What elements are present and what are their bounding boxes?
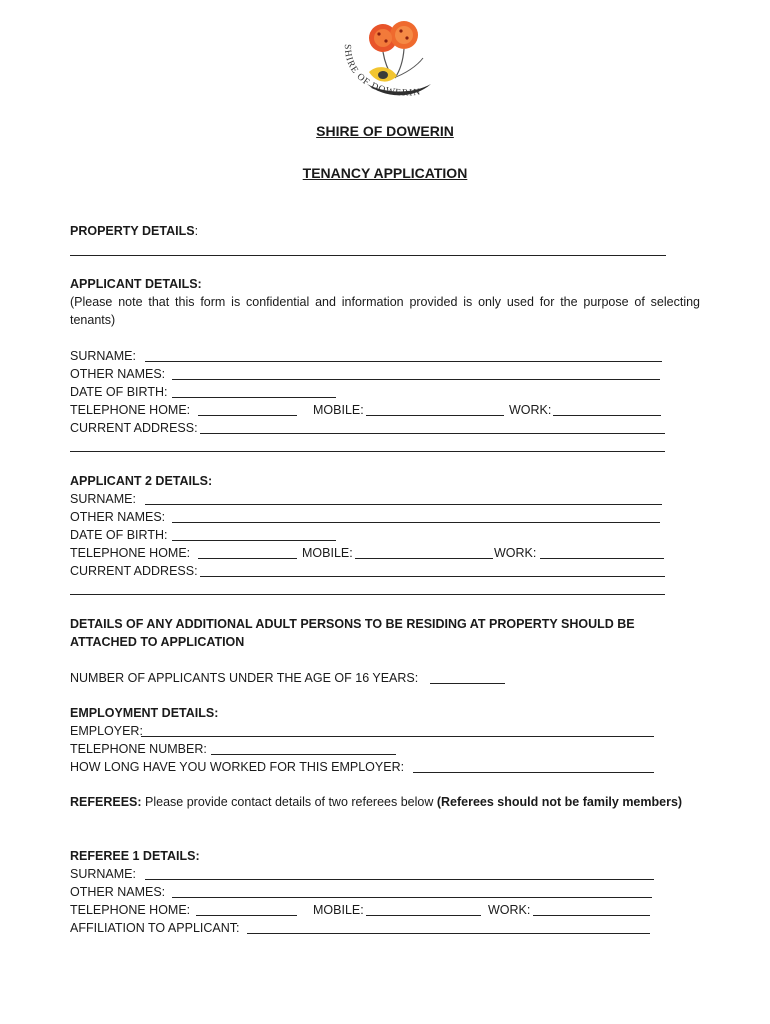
r1-other-names-label: OTHER NAMES: xyxy=(70,885,166,899)
referees-label: REFEREES: xyxy=(70,795,142,809)
property-section xyxy=(70,222,198,240)
a2-tel-home-field[interactable] xyxy=(198,558,297,559)
tel-home-label: TELEPHONE HOME: xyxy=(70,403,191,417)
dob-label: DATE OF BIRTH: xyxy=(70,385,168,399)
referees-text: Please provide contact details of two referees below xyxy=(141,795,437,809)
additional-persons-notice: DETAILS OF ANY ADDITIONAL ADULT PERSONS TO BE RESIDING AT PROPERTY SHOULD BE ATTACHED TO APPLICATION xyxy=(70,617,635,649)
employer-label: EMPLOYER: xyxy=(70,724,143,738)
surname-field[interactable] xyxy=(145,361,662,362)
shire-logo xyxy=(333,14,443,114)
r1-tel-home-label: TELEPHONE HOME: xyxy=(70,903,191,917)
property-label: PROPERTY DETAILS xyxy=(70,224,195,238)
a2-mobile-label: MOBILE: xyxy=(302,546,353,560)
telephone-number-label: TELEPHONE NUMBER: xyxy=(70,742,207,756)
mobile-label: MOBILE: xyxy=(313,403,364,417)
r1-affiliation-field[interactable] xyxy=(247,933,650,934)
a2-mobile-field[interactable] xyxy=(355,558,493,559)
a2-other-names-field[interactable] xyxy=(172,522,660,523)
work-label: WORK: xyxy=(509,403,552,417)
how-long-field[interactable] xyxy=(413,772,654,773)
under16-label: NUMBER OF APPLICANTS UNDER THE AGE OF 16 YEARS: xyxy=(70,671,419,685)
other-names-label: OTHER NAMES: xyxy=(70,367,166,381)
a2-work-label: WORK: xyxy=(494,546,537,560)
property-colon: : xyxy=(194,224,199,238)
referee1-heading: REFEREE 1 DETAILS: xyxy=(70,849,200,863)
tel-home-field[interactable] xyxy=(198,415,297,416)
address-field-line2[interactable] xyxy=(70,451,665,452)
logo-text: SHIRE OF DOWERIN xyxy=(341,44,422,99)
employment-heading: EMPLOYMENT DETAILS: xyxy=(70,706,219,720)
a2-surname-label: SURNAME: xyxy=(70,492,136,506)
applicant-heading: APPLICANT DETAILS: xyxy=(70,277,202,291)
dob-field[interactable] xyxy=(172,397,336,398)
confidential-note: (Please note that this form is confidential and information provided is only used for the purpose of selecting tenants) xyxy=(70,295,700,327)
r1-tel-home-field[interactable] xyxy=(196,915,297,916)
property-field[interactable] xyxy=(70,255,666,256)
r1-surname-field[interactable] xyxy=(145,879,654,880)
a2-surname-field[interactable] xyxy=(145,504,662,505)
a2-dob-label: DATE OF BIRTH: xyxy=(70,528,168,542)
applicant2-heading: APPLICANT 2 DETAILS: xyxy=(70,474,213,488)
form-title: TENANCY APPLICATION xyxy=(302,165,468,181)
r1-work-field[interactable] xyxy=(533,915,650,916)
r1-mobile-label: MOBILE: xyxy=(313,903,364,917)
address-label: CURRENT ADDRESS: xyxy=(70,421,198,435)
a2-work-field[interactable] xyxy=(540,558,664,559)
r1-other-names-field[interactable] xyxy=(172,897,652,898)
mobile-field[interactable] xyxy=(366,415,504,416)
a2-other-names-label: OTHER NAMES: xyxy=(70,510,166,524)
r1-surname-label: SURNAME: xyxy=(70,867,136,881)
address-field[interactable] xyxy=(200,433,665,434)
a2-tel-home-label: TELEPHONE HOME: xyxy=(70,546,191,560)
r1-mobile-field[interactable] xyxy=(366,915,481,916)
a2-address-label: CURRENT ADDRESS: xyxy=(70,564,198,578)
surname-label: SURNAME: xyxy=(70,349,136,363)
other-names-field[interactable] xyxy=(172,379,660,380)
a2-address-field[interactable] xyxy=(200,576,665,577)
r1-affiliation-label: AFFILIATION TO APPLICANT: xyxy=(70,921,240,935)
a2-dob-field[interactable] xyxy=(172,540,336,541)
employer-field[interactable] xyxy=(141,736,654,737)
how-long-label: HOW LONG HAVE YOU WORKED FOR THIS EMPLOYER: xyxy=(70,760,405,774)
org-title: SHIRE OF DOWERIN xyxy=(316,123,454,139)
referees-instructions xyxy=(70,793,690,811)
under16-field[interactable] xyxy=(430,683,505,684)
r1-work-label: WORK: xyxy=(488,903,531,917)
telephone-number-field[interactable] xyxy=(211,754,396,755)
work-field[interactable] xyxy=(553,415,661,416)
referees-note: (Referees should not be family members) xyxy=(436,795,683,809)
a2-address-field-line2[interactable] xyxy=(70,594,665,595)
